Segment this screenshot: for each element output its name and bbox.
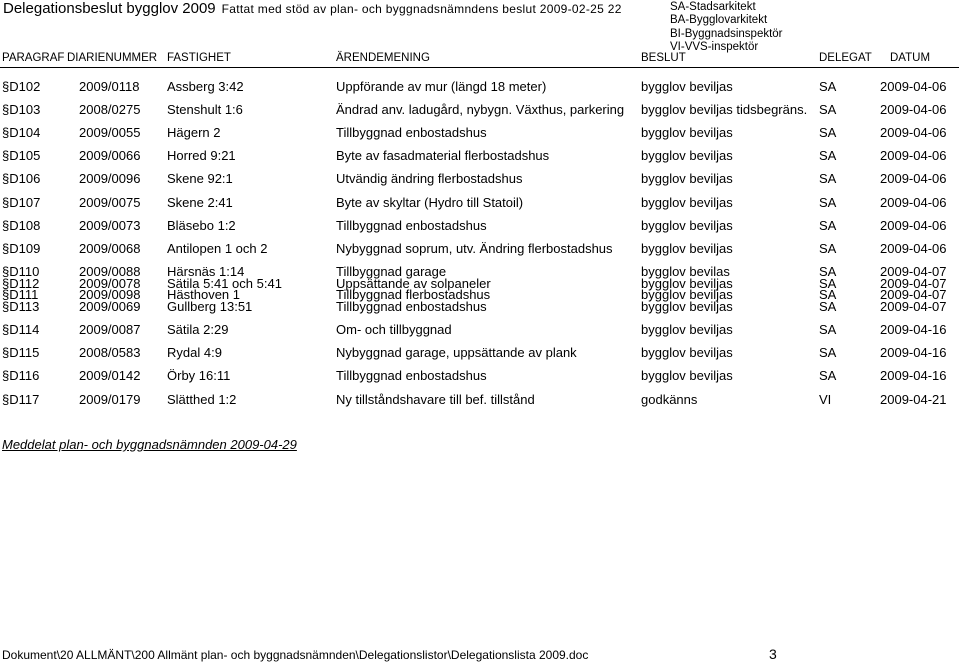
- col-beslut: BESLUT: [641, 52, 686, 64]
- paragraph-id: [2, 322, 39, 337]
- arendemening: Ny tillståndshavare till bef. tillstånd: [336, 391, 535, 407]
- arendemening: Ändrad anv. ladugård, nybygn. Växthus, parkering: [336, 102, 625, 118]
- fastighet: Örby 16:11: [167, 368, 231, 384]
- diarienummer: 2009/0066: [79, 148, 141, 164]
- delegat: SA: [819, 217, 837, 233]
- fastighet: Sätila 5:41 och 5:41: [167, 276, 282, 291]
- paragraph-number: D109: [9, 240, 41, 256]
- datum: 2009-04-06: [880, 79, 947, 94]
- section-sign: §: [2, 217, 10, 233]
- page-number: 3: [769, 646, 777, 662]
- diarienummer: 2009/0055: [79, 125, 141, 141]
- datum: 2009-04-07: [880, 299, 947, 315]
- diarienummer: 2009/0098: [79, 286, 141, 302]
- delegat: SA: [819, 322, 837, 338]
- paragraph-id: [2, 276, 39, 291]
- paragraph-number: D106: [9, 171, 41, 187]
- arendemening: Tillbyggnad enbostadshus: [336, 368, 487, 384]
- beslut: bygglov beviljas: [641, 171, 733, 187]
- paragraph-id: [2, 345, 39, 360]
- arendemening: Om- och tillbyggnad: [336, 322, 452, 338]
- delegat: SA: [819, 276, 837, 291]
- paragraph-number: D104: [9, 125, 41, 141]
- section-sign: §: [2, 240, 10, 256]
- delegat: SA: [819, 194, 837, 210]
- arendemening: Tillbyggnad enbostadshus: [336, 299, 487, 315]
- section-sign: §: [2, 148, 10, 164]
- paragraph-id: [2, 148, 40, 163]
- title-subtitle: Fattat med stöd av plan- och byggnadsnämndens beslut 2009-02-25 22: [221, 2, 622, 16]
- fastighet: Slätthed 1:2: [167, 391, 237, 407]
- table-row: [0, 368, 959, 388]
- diarienummer: 2009/0179: [79, 391, 141, 407]
- datum: 2009-04-21: [880, 391, 947, 407]
- section-sign: §: [2, 263, 10, 279]
- fastighet: Assberg 3:42: [167, 79, 244, 94]
- fastighet: Skene 2:41: [167, 194, 233, 210]
- table-row: [0, 392, 959, 412]
- col-arendemening: ÄRENDEMENING: [336, 52, 430, 64]
- arendemening: Byte av skyltar (Hydro till Statoil): [336, 194, 524, 210]
- fastighet: Horred 9:21: [167, 148, 236, 164]
- datum: 2009-04-07: [880, 263, 947, 279]
- table-row: [0, 148, 959, 168]
- section-sign: §: [2, 368, 10, 384]
- table-row: [0, 299, 959, 319]
- diarienummer: 2008/0275: [79, 102, 141, 118]
- section-sign: §: [2, 125, 10, 141]
- section-sign: §: [2, 194, 10, 210]
- arendemening: Nybyggnad garage, uppsättande av plank: [336, 345, 577, 361]
- delegat: SA: [819, 286, 837, 302]
- col-paragraf: PARAGRAF: [2, 52, 65, 64]
- datum: 2009-04-06: [880, 148, 947, 164]
- datum: 2009-04-06: [880, 217, 947, 233]
- delegat: SA: [819, 148, 837, 164]
- paragraph-number: D110: [9, 263, 40, 279]
- paragraph-number: D102: [9, 79, 41, 94]
- datum: 2009-04-06: [880, 102, 947, 118]
- section-sign: §: [2, 102, 10, 118]
- arendemening: Utvändig ändring flerbostadshus: [336, 171, 523, 187]
- role-legend: [670, 1, 783, 54]
- document-title: [3, 0, 622, 17]
- paragraph-number: D107: [9, 194, 41, 210]
- section-sign: §: [2, 391, 10, 407]
- arendemening: Tillbyggnad enbostadshus: [336, 217, 487, 233]
- paragraph-number: D113: [9, 299, 40, 315]
- fastighet: Hägern 2: [167, 125, 221, 141]
- arendemening: Byte av fasadmaterial flerbostadshus: [336, 148, 550, 164]
- role-vi: VI-VVS-inspektör: [670, 40, 759, 53]
- paragraph-id: [2, 218, 40, 233]
- arendemening: Tillbyggnad garage: [336, 263, 447, 279]
- table-row: [0, 322, 959, 342]
- beslut: bygglov beviljas tidsbegräns.: [641, 102, 808, 118]
- table-row: [0, 125, 959, 145]
- beslut: bygglov beviljas: [641, 125, 733, 141]
- paragraph-number: D115: [9, 345, 40, 361]
- fastighet: Hästhoven 1: [167, 286, 240, 302]
- diarienummer: 2008/0583: [79, 345, 141, 361]
- section-sign: §: [2, 345, 10, 361]
- section-sign: §: [2, 299, 10, 315]
- diarienummer: 2009/0118: [79, 79, 140, 94]
- arendemening: Tillbyggnad flerbostadshus: [336, 286, 491, 302]
- fastighet: Härsnäs 1:14: [167, 263, 245, 279]
- beslut: bygglov beviljas: [641, 194, 733, 210]
- datum: 2009-04-06: [880, 125, 947, 141]
- section-sign: §: [2, 276, 10, 291]
- table-row: [0, 171, 959, 191]
- table-row: [0, 241, 959, 261]
- col-delegat: DELEGAT: [819, 52, 872, 64]
- diarienummer: 2009/0078: [79, 276, 141, 291]
- role-sa: SA-Stadsarkitekt: [670, 1, 756, 13]
- paragraph-id: [2, 299, 39, 314]
- diarienummer: 2009/0069: [79, 299, 141, 315]
- delegat: SA: [819, 102, 837, 118]
- fastighet: Bläsebo 1:2: [167, 217, 236, 233]
- arendemening: Tillbyggnad enbostadshus: [336, 125, 487, 141]
- footer-path: Dokument\20 ALLMÄNT\200 Allmänt plan- och byggnadsnämnden\Delegationslistor\Delegationslista 2009.doc: [2, 648, 589, 662]
- delegat: SA: [819, 263, 837, 279]
- paragraph-number: D111: [9, 286, 39, 302]
- notification-note: Meddelat plan- och byggnadsnämnden 2009-04-29: [2, 437, 297, 452]
- col-diarienummer: DIARIENUMMER: [67, 52, 158, 64]
- arendemening: Uppsättande av solpaneler: [336, 276, 491, 291]
- fastighet: Gullberg 13:51: [167, 299, 253, 315]
- role-bi: BI-Byggnadsinspektör: [670, 27, 783, 40]
- datum: 2009-04-16: [880, 322, 947, 338]
- beslut: bygglov beviljas: [641, 322, 733, 338]
- table-row: [0, 79, 959, 99]
- paragraph-id: [2, 102, 40, 117]
- paragraph-id: [2, 125, 40, 140]
- fastighet: Stenshult 1:6: [167, 102, 243, 118]
- section-sign: §: [2, 286, 10, 302]
- fastighet: Skene 92:1: [167, 171, 233, 187]
- paragraph-number: D108: [9, 217, 41, 233]
- beslut: bygglov beviljas: [641, 368, 733, 384]
- section-sign: §: [2, 322, 10, 338]
- diarienummer: 2009/0087: [79, 322, 141, 338]
- diarienummer: 2009/0068: [79, 240, 141, 256]
- beslut: bygglov beviljas: [641, 299, 733, 315]
- beslut: bygglov beviljas: [641, 148, 733, 164]
- beslut: bygglov beviljas: [641, 240, 733, 256]
- table-row: [0, 102, 959, 122]
- header-rule: [0, 67, 959, 68]
- diarienummer: 2009/0073: [79, 217, 141, 233]
- paragraph-number: D116: [9, 368, 40, 384]
- delegat: SA: [819, 299, 837, 315]
- arendemening: Nybyggnad soprum, utv. Ändring flerbostadshus: [336, 240, 613, 256]
- paragraph-id: [2, 79, 40, 94]
- beslut: bygglov beviljas: [641, 217, 733, 233]
- table-row: [0, 276, 959, 296]
- datum: 2009-04-06: [880, 194, 947, 210]
- beslut: bygglov beviljas: [641, 276, 733, 291]
- delegat: VI: [819, 391, 832, 407]
- fastighet: Rydal 4:9: [167, 345, 222, 361]
- paragraph-id: [2, 195, 40, 210]
- paragraph-number: D105: [9, 148, 41, 164]
- table-row: [0, 218, 959, 238]
- delegat: SA: [819, 240, 837, 256]
- datum: 2009-04-07: [880, 276, 947, 291]
- datum: 2009-04-07: [880, 286, 947, 302]
- fastighet: Antilopen 1 och 2: [167, 240, 268, 256]
- beslut: bygglov beviljas: [641, 79, 733, 94]
- delegat: SA: [819, 171, 837, 187]
- role-ba: BA-Bygglovarkitekt: [670, 14, 768, 27]
- diarienummer: 2009/0075: [79, 194, 141, 210]
- paragraph-number: D112: [9, 276, 40, 291]
- paragraph-number: D103: [9, 102, 41, 118]
- beslut: bygglov bevilas: [641, 263, 730, 279]
- beslut: bygglov beviljas: [641, 286, 733, 302]
- beslut: godkänns: [641, 391, 698, 407]
- paragraph-id: [2, 241, 40, 256]
- beslut: bygglov beviljas: [641, 345, 733, 361]
- diarienummer: 2009/0096: [79, 171, 141, 187]
- col-datum: DATUM: [890, 52, 931, 64]
- arendemening: Uppförande av mur (längd 18 meter): [336, 79, 547, 94]
- section-sign: §: [2, 79, 10, 94]
- paragraph-number: D114: [9, 322, 40, 338]
- paragraph-number: D117: [9, 391, 40, 407]
- section-sign: §: [2, 171, 10, 187]
- paragraph-id: [2, 171, 40, 186]
- delegat: SA: [819, 125, 837, 141]
- table-row: [0, 195, 959, 215]
- delegat: SA: [819, 368, 837, 384]
- datum: 2009-04-06: [880, 240, 947, 256]
- diarienummer: 2009/0142: [79, 368, 141, 384]
- table-row: [0, 345, 959, 365]
- delegat: SA: [819, 79, 837, 94]
- title-main: Delegationsbeslut bygglov 2009: [3, 0, 216, 17]
- datum: 2009-04-06: [880, 171, 947, 187]
- fastighet: Sätila 2:29: [167, 322, 229, 338]
- datum: 2009-04-16: [880, 368, 947, 384]
- delegat: SA: [819, 345, 837, 361]
- paragraph-id: [2, 392, 39, 407]
- col-fastighet: FASTIGHET: [167, 52, 231, 64]
- paragraph-id: [2, 368, 39, 383]
- diarienummer: 2009/0088: [79, 263, 141, 279]
- datum: 2009-04-16: [880, 345, 947, 361]
